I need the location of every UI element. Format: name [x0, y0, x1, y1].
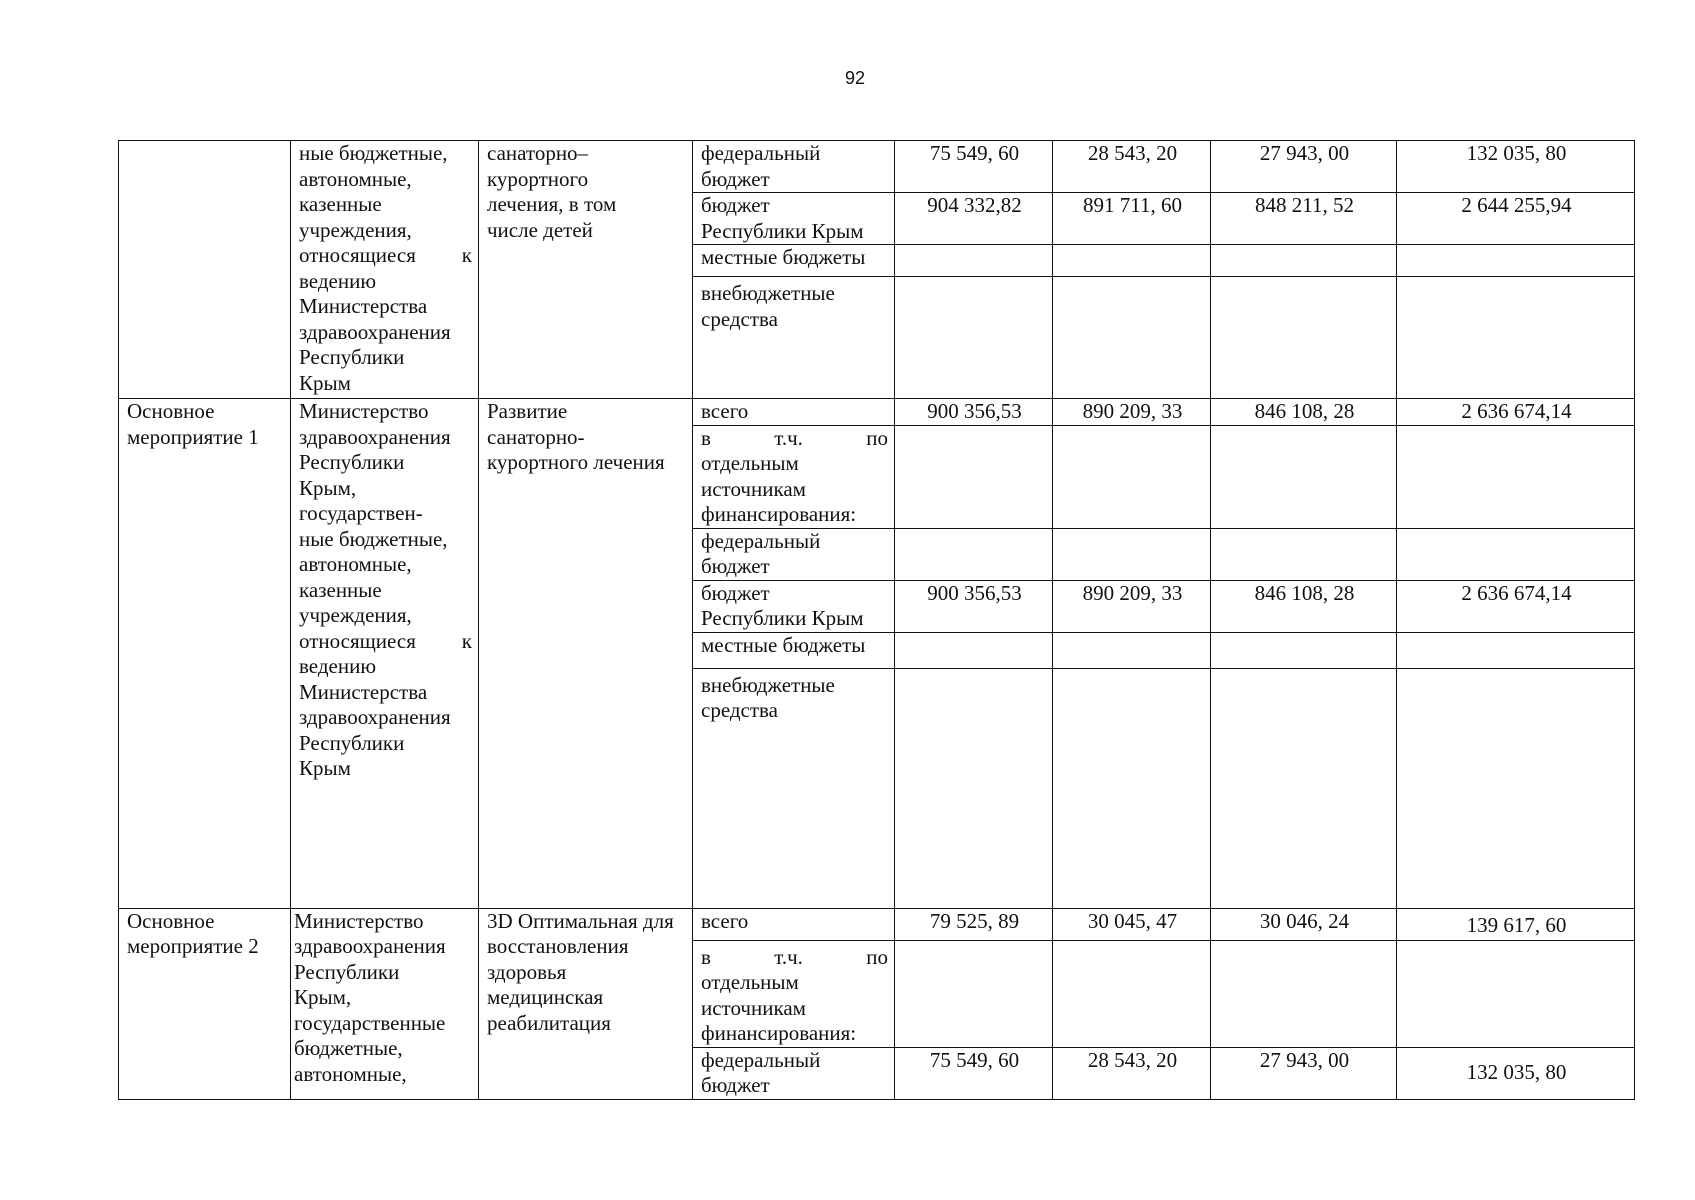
- value-cell: [895, 940, 1053, 1047]
- value-cell: 846 108, 28: [1211, 580, 1397, 632]
- value-cell: 79 525, 89: [895, 908, 1053, 940]
- value-cell: 27 943, 00: [1211, 141, 1397, 193]
- source-name: федеральный бюджет: [693, 1047, 895, 1099]
- value-cell: 891 711, 60: [1053, 193, 1211, 245]
- value-cell: 900 356,53: [895, 580, 1053, 632]
- source-name: в т.ч. по отдельным источникам финансирования:: [693, 940, 895, 1047]
- total-cell: 2 644 255,94: [1397, 193, 1635, 245]
- value-cell: 27 943, 00: [1211, 1047, 1397, 1099]
- total-cell: [1397, 668, 1635, 908]
- value-cell: 75 549, 60: [895, 1047, 1053, 1099]
- activity-label: Основное мероприятие 1: [119, 399, 291, 909]
- value-cell: 846 108, 28: [1211, 399, 1397, 426]
- activity-label: [119, 141, 291, 399]
- value-cell: 30 046, 24: [1211, 908, 1397, 940]
- source-name: всего: [693, 399, 895, 426]
- source-name: бюджет Республики Крым: [693, 193, 895, 245]
- total-cell: [1397, 528, 1635, 580]
- value-cell: [895, 425, 1053, 528]
- total-cell: [1397, 632, 1635, 668]
- executor-cell: Министерство здравоохранения Республики Крым, государственные бюджетные, автономные,: [291, 908, 479, 1099]
- table-row: [119, 908, 1635, 940]
- activity-title: 3D Оптимальная для восстановления здоровья медицинская реабилитация: [479, 908, 693, 1099]
- value-cell: [1211, 632, 1397, 668]
- value-cell: [1211, 277, 1397, 399]
- activity-label: Основное мероприятие 2: [119, 908, 291, 1099]
- total-cell: 2 636 674,14: [1397, 580, 1635, 632]
- source-name: бюджет Республики Крым: [693, 580, 895, 632]
- value-cell: [1053, 940, 1211, 1047]
- value-cell: 890 209, 33: [1053, 580, 1211, 632]
- value-cell: [1053, 425, 1211, 528]
- value-cell: [895, 245, 1053, 277]
- executor-cell: ные бюджетные, автономные, казенные учреждения, относящиеся к ведению Министерства здравоохранения Республики Крым: [291, 141, 479, 399]
- source-name: в т.ч. по отдельным источникам финансирования:: [693, 425, 895, 528]
- page-number: 92: [844, 68, 866, 88]
- value-cell: [1053, 632, 1211, 668]
- total-cell: 132 035, 80: [1397, 141, 1635, 193]
- value-cell: [895, 632, 1053, 668]
- executor-cell: Министерство здравоохранения Республики Крым, государствен- ные бюджетные, автономные, казенные учреждения, относящиеся к ведению Министерства здравоохранения Республики Крым: [291, 399, 479, 909]
- value-cell: [1053, 528, 1211, 580]
- value-cell: 30 045, 47: [1053, 908, 1211, 940]
- total-cell: [1397, 940, 1635, 1047]
- value-cell: [1053, 668, 1211, 908]
- value-cell: 75 549, 60: [895, 141, 1053, 193]
- funding-table: [118, 140, 1635, 1100]
- value-cell: [1211, 940, 1397, 1047]
- source-name: внебюджетные средства: [693, 277, 895, 399]
- total-cell: 139 617, 60: [1397, 908, 1635, 940]
- value-cell: [1211, 425, 1397, 528]
- table-row: [119, 399, 1635, 426]
- value-cell: [1053, 245, 1211, 277]
- source-name: федеральный бюджет: [693, 141, 895, 193]
- value-cell: [1053, 277, 1211, 399]
- value-cell: [895, 528, 1053, 580]
- value-cell: [895, 668, 1053, 908]
- source-name: всего: [693, 908, 895, 940]
- value-cell: [1211, 245, 1397, 277]
- activity-title: Развитие санаторно- курортного лечения: [479, 399, 693, 909]
- total-cell: [1397, 425, 1635, 528]
- value-cell: 28 543, 20: [1053, 1047, 1211, 1099]
- table-row: [119, 141, 1635, 193]
- value-cell: [1211, 668, 1397, 908]
- source-name: внебюджетные средства: [693, 668, 895, 908]
- value-cell: 904 332,82: [895, 193, 1053, 245]
- total-cell: [1397, 277, 1635, 399]
- source-name: федеральный бюджет: [693, 528, 895, 580]
- value-cell: 890 209, 33: [1053, 399, 1211, 426]
- value-cell: [895, 277, 1053, 399]
- value-cell: 848 211, 52: [1211, 193, 1397, 245]
- value-cell: 28 543, 20: [1053, 141, 1211, 193]
- activity-title: санаторно– курортного лечения, в том числе детей: [479, 141, 693, 399]
- value-cell: [1211, 528, 1397, 580]
- source-name: местные бюджеты: [693, 632, 895, 668]
- total-cell: [1397, 245, 1635, 277]
- total-cell: 2 636 674,14: [1397, 399, 1635, 426]
- value-cell: 900 356,53: [895, 399, 1053, 426]
- source-name: местные бюджеты: [693, 245, 895, 277]
- total-cell: 132 035, 80: [1397, 1047, 1635, 1099]
